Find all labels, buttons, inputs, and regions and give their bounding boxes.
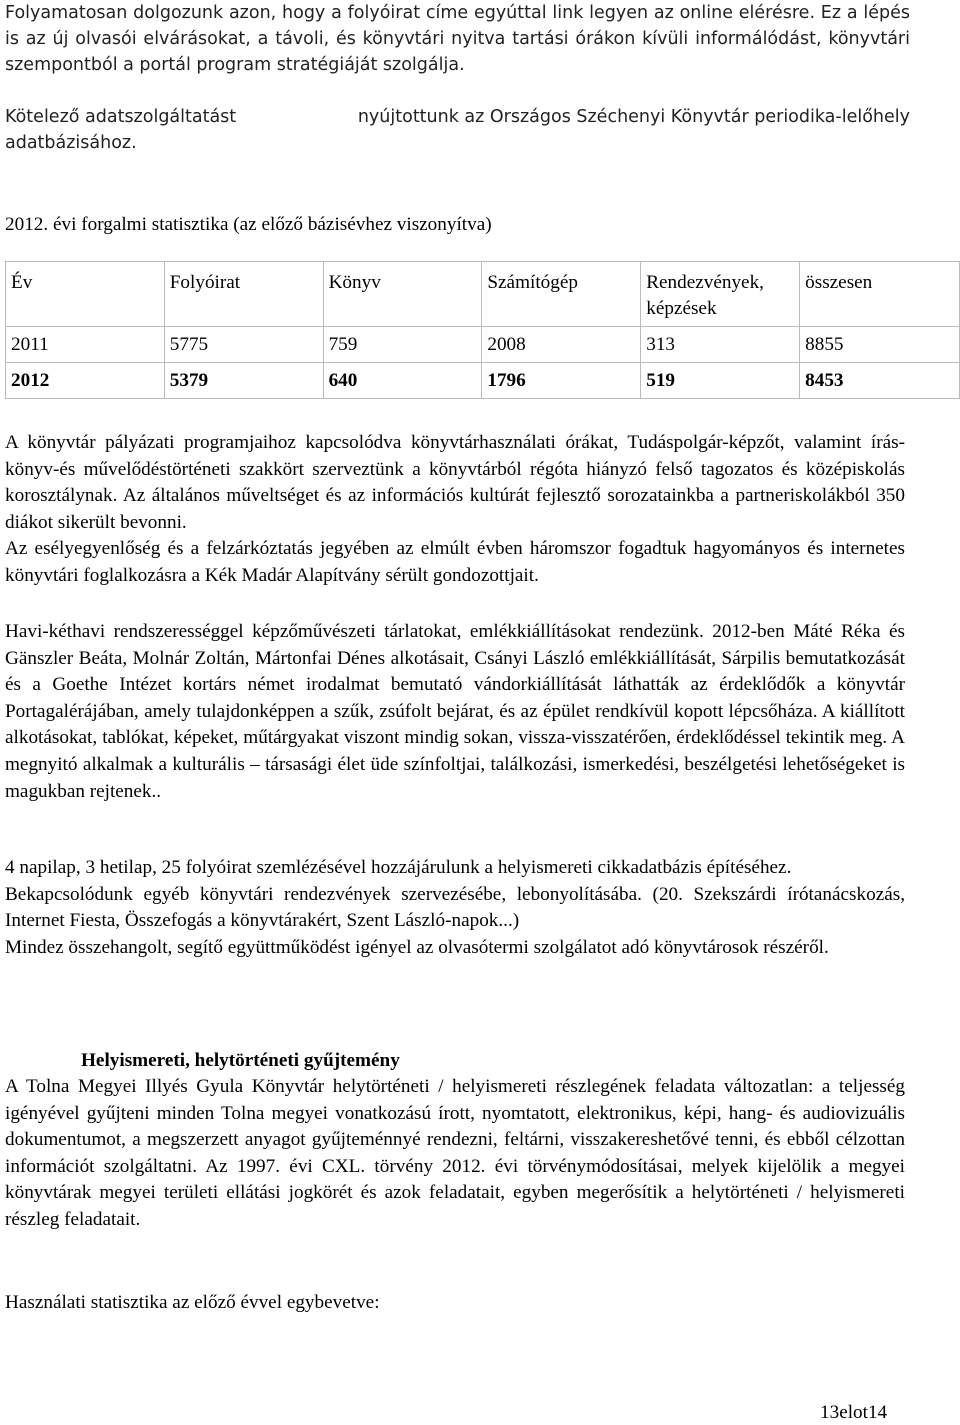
data-service-text-b: nyújtottunk az Országos Széchenyi Könyvtár periodika-lelőhely (357, 107, 910, 127)
data-service-paragraph (5, 104, 910, 156)
usage-stats-caption: Használati statisztika az előző évvel egybevetve: (5, 1292, 380, 1313)
programs-block (5, 430, 905, 590)
table-row (6, 327, 960, 363)
page-number: 13elot14 (820, 1402, 888, 1423)
table-cell: 519 (641, 363, 800, 399)
table-cell: 2011 (6, 327, 165, 363)
data-service-text-a: Kötelező adatszolgáltatást (5, 107, 237, 127)
section-heading: Helyismereti, helytörténeti gyűjtemény (81, 1050, 400, 1071)
table-cell: 5775 (164, 327, 323, 363)
header-cell: Rendezvények, képzések (641, 262, 800, 327)
stats-caption: 2012. évi forgalmi statisztika (az előző bázisévhez viszonyítva) (5, 214, 492, 235)
periodicals-paragraph: 4 napilap, 3 hetilap, 25 folyóirat szemlézésével hozzájárulunk a helyismereti cikkadatbázis építéséhez. (5, 857, 792, 878)
table-cell: 5379 (164, 363, 323, 399)
table-cell: 2012 (6, 363, 165, 399)
equal-opportunity-paragraph: Az esélyegyenlőség és a felzárkóztatás jegyében az elmúlt évben háromszor fogadtuk hagyományos és internetes könyvtári foglalkozásra a Kék Madár Alapítvány sérült gondozottjait. (5, 538, 905, 586)
header-cell: Folyóirat (164, 262, 323, 327)
events-paragraph: Bekapcsolódunk egyéb könyvtári rendezvények szervezésébe, lebonyolításába. (20. Szekszárdi írótanácskozás, Internet Fiesta, Összefogás a könyvtárakért, Szent László-napok...) (5, 883, 905, 932)
table-row (6, 363, 960, 399)
table-cell: 8453 (800, 363, 960, 399)
data-service-text-c: adatbázisához. (5, 133, 137, 153)
intro-paragraph: Folyamatosan dolgozunk azon, hogy a folyóirat címe egyúttal link legyen az online elérésre. Ez a lépés is az új olvasói elvárásokat, a távoli, és könyvtári nyitva tartási órákon kívüli informálódást, könyvtári szempontból a portál program stratégiáját szolgálja. (5, 3, 910, 75)
header-cell: Számítógép (482, 262, 641, 327)
traffic-stats-table (5, 261, 960, 399)
local-history-paragraph: A Tolna Megyei Illyés Gyula Könyvtár helytörténeti / helyismereti részlegének feladata változatlan: a teljesség igényével gyűjteni minden Tolna megyei vonatkozású írott, nyomtatott, elektronikus, képi, hang- és audiovizuális dokumentumot, a megszerzett anyagot gyűjteménnyé rendezni, feltárni, visszakereshetővé tenni, és ebből célzottan információt szolgáltatni. Az 1997. évi CXL. törvény 2012. évi törvénymódosításai, melyek kijelölik a megyei könyvtárak megyei területi ellátási jogkörét és azok feladatait, egyben megerősítik a helytörténeti / helyismereti részleg feladatait. (5, 1076, 905, 1230)
header-cell: Év (6, 262, 165, 327)
table-cell: 640 (323, 363, 482, 399)
cooperation-paragraph: Mindez összehangolt, segítő együttműködést igényel az olvasótermi szolgálatot adó könyvtárosok részéről. (5, 936, 829, 958)
table-cell: 759 (323, 327, 482, 363)
header-cell: Könyv (323, 262, 482, 327)
header-cell: összesen (800, 262, 960, 327)
table-cell: 1796 (482, 363, 641, 399)
exhibitions-paragraph: Havi-kéthavi rendszerességgel képzőművészeti tárlatokat, emlékkiállításokat rendezünk. 2012-ben Máté Réka és Gänszler Beáta, Molnár Zoltán, Mártonfai Dénes alkotásait, Csányi László emlékkiállítását, Sárpilis bemutatkozását és a Goethe Intézet kortárs német irodalmat bemutató vándorkiállítását láthatták az érdeklődők a könyvtár Portagalérájában, amely tulajdonképpen a szűk, zsúfolt bejárat, és az épület rendkívül kopott lépcsőháza. A kiállított alkotásokat, tablókat, képeket, műtárgyakat viszont mindig sokan, vissza-visszatérően, érdeklődéssel tekintik meg. A megnyitó alkalmak a kulturális – társasági élet üde színfoltjai, találkozási, ismerkedési, beszélgetési lehetőségeket is magukban rejtenek.. (5, 621, 905, 802)
table-cell: 8855 (800, 327, 960, 363)
table-header-row (6, 262, 960, 327)
services-block (5, 855, 905, 961)
table-cell: 313 (641, 327, 800, 363)
table-cell: 2008 (482, 327, 641, 363)
programs-paragraph: A könyvtár pályázati programjaihoz kapcsolódva könyvtárhasználati órákat, Tudáspolgár-képzőt, valamint írás-könyv-és művelődéstörténeti szakkört szerveztünk a könyvtárból régóta hiányzó felső tagozatos és középiskolás korosztálynak. Az általános műveltséget és az információs kultúrát fejlesztő sorozatainkba a partneriskolákból 350 diákot sikerült bevonni. (5, 432, 905, 533)
